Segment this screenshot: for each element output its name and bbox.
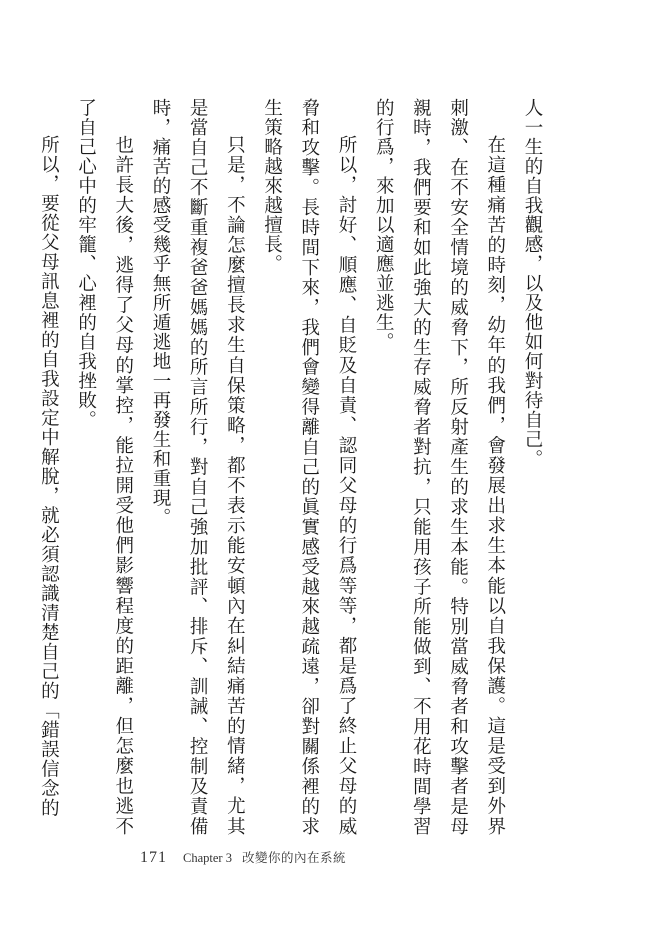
body-text (38, 98, 551, 836)
paragraph-5: 也許長大後，逃得了父母的掌控，能拉開受他們影響程度的距離，但怎麼也逃不了自己心中的牢籠、心裡的自我挫敗。 (75, 98, 134, 836)
paragraph-2: 在這種痛苦的時刻，幼年的我們，會發展出求生本能以自我保護。這是受到外界刺激、在不安全情境的威脅下，所反射產生的求生本能。特別當威脅者和攻擊者是母親時，我們要和如此強大的生存威脅者對抗，只能用孩子所能做到、不用花時間學習的行爲，來加以適應並逃生。 (373, 98, 506, 836)
page-number: 171 (140, 849, 167, 866)
paragraph-6: 所以，要從父母訊息裡的自我設定中解脫，就必須認識清楚自己的「錯誤信念的 (38, 135, 60, 818)
page-footer (140, 848, 346, 867)
chapter-label: Chapter 3 (183, 851, 232, 865)
paragraph-3: 所以，討好、順應、自貶及自責、認同父母的行爲等等，都是爲了終止父母的威脅和攻擊。長時間下來，我們會變得離自己的眞實感受越來越疏遠，卻對關係裡的求生策略越來越擅長。 (261, 98, 357, 836)
paragraph-1: 人一生的自我觀感，以及他如何對待自己。 (522, 98, 543, 469)
chapter-title: 改變你的內在系統 (241, 850, 346, 865)
paragraph-4: 只是，不論怎麼擅長求生自保策略，都不表示能安頓內在糾結痛苦的情緒，尤其是當自己不斷重複爸爸媽媽的所言所行，對自己強加批評、排斥、訓誡、控制及責備時，痛苦的感受幾乎無所遁逃地一再發生和重現。 (149, 98, 246, 836)
